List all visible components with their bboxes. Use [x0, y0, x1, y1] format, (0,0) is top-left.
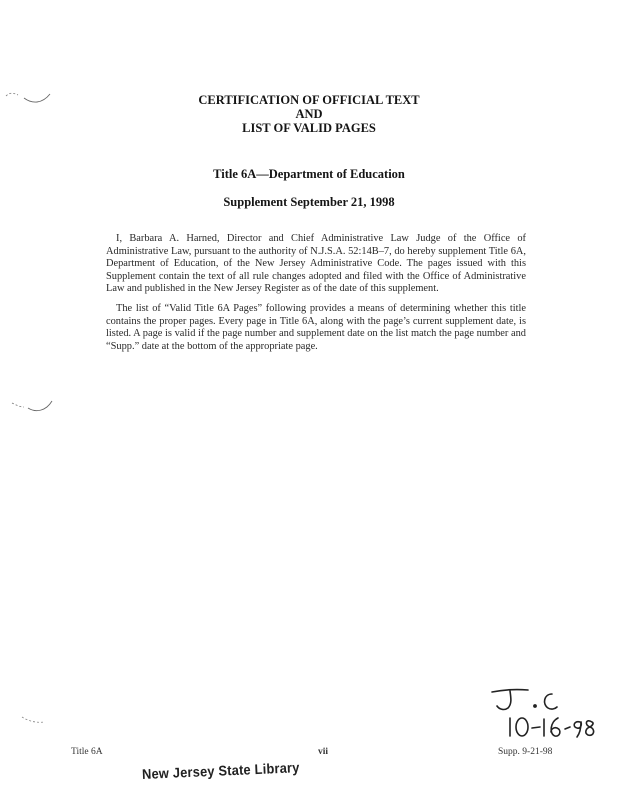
footer-supplement-date: Supp. 9-21-98 [498, 747, 553, 757]
library-stamp: New Jersey State Library [141, 759, 300, 782]
heading-line-1: CERTIFICATION OF OFFICIAL TEXT [198, 93, 420, 107]
punch-hole-mark [4, 84, 52, 112]
valid-pages-paragraph: The list of “Valid Title 6A Pages” following provides a means of determining whether this title contains the proper pages. Every page in Title 6A, along with the page’s current supplement date, is listed. A page is valid if the page number and supplement date on the list match the page number and “Supp.” date at the bottom of the appropriate page. [106, 303, 526, 352]
footer-page-number: vii [318, 747, 329, 757]
certification-paragraph: I, Barbara A. Harned, Director and Chief Administrative Law Judge of the Office of Administrative Law, pursuant to the authority of N.J.S.A. 52:14B–7, do hereby supplement Title 6A, Department of Education, of the New Jersey Administrative Code. The pages issued with this Supplement contain the text of all rule changes adopted and filed with the Office of Administrative Law and published in the New Jersey Register as of the date of this supplement. [106, 233, 526, 295]
handwritten-initials-date [480, 680, 600, 740]
punch-hole-mark [8, 393, 56, 421]
footer-title: Title 6A [71, 747, 103, 757]
heading-line-2: AND [295, 107, 323, 121]
title-heading: Title 6A—Department of Education [213, 167, 405, 181]
supplement-heading: Supplement September 21, 1998 [223, 195, 395, 209]
certification-heading [0, 93, 618, 135]
heading-line-3: LIST OF VALID PAGES [242, 121, 376, 135]
punch-hole-mark [18, 705, 66, 733]
